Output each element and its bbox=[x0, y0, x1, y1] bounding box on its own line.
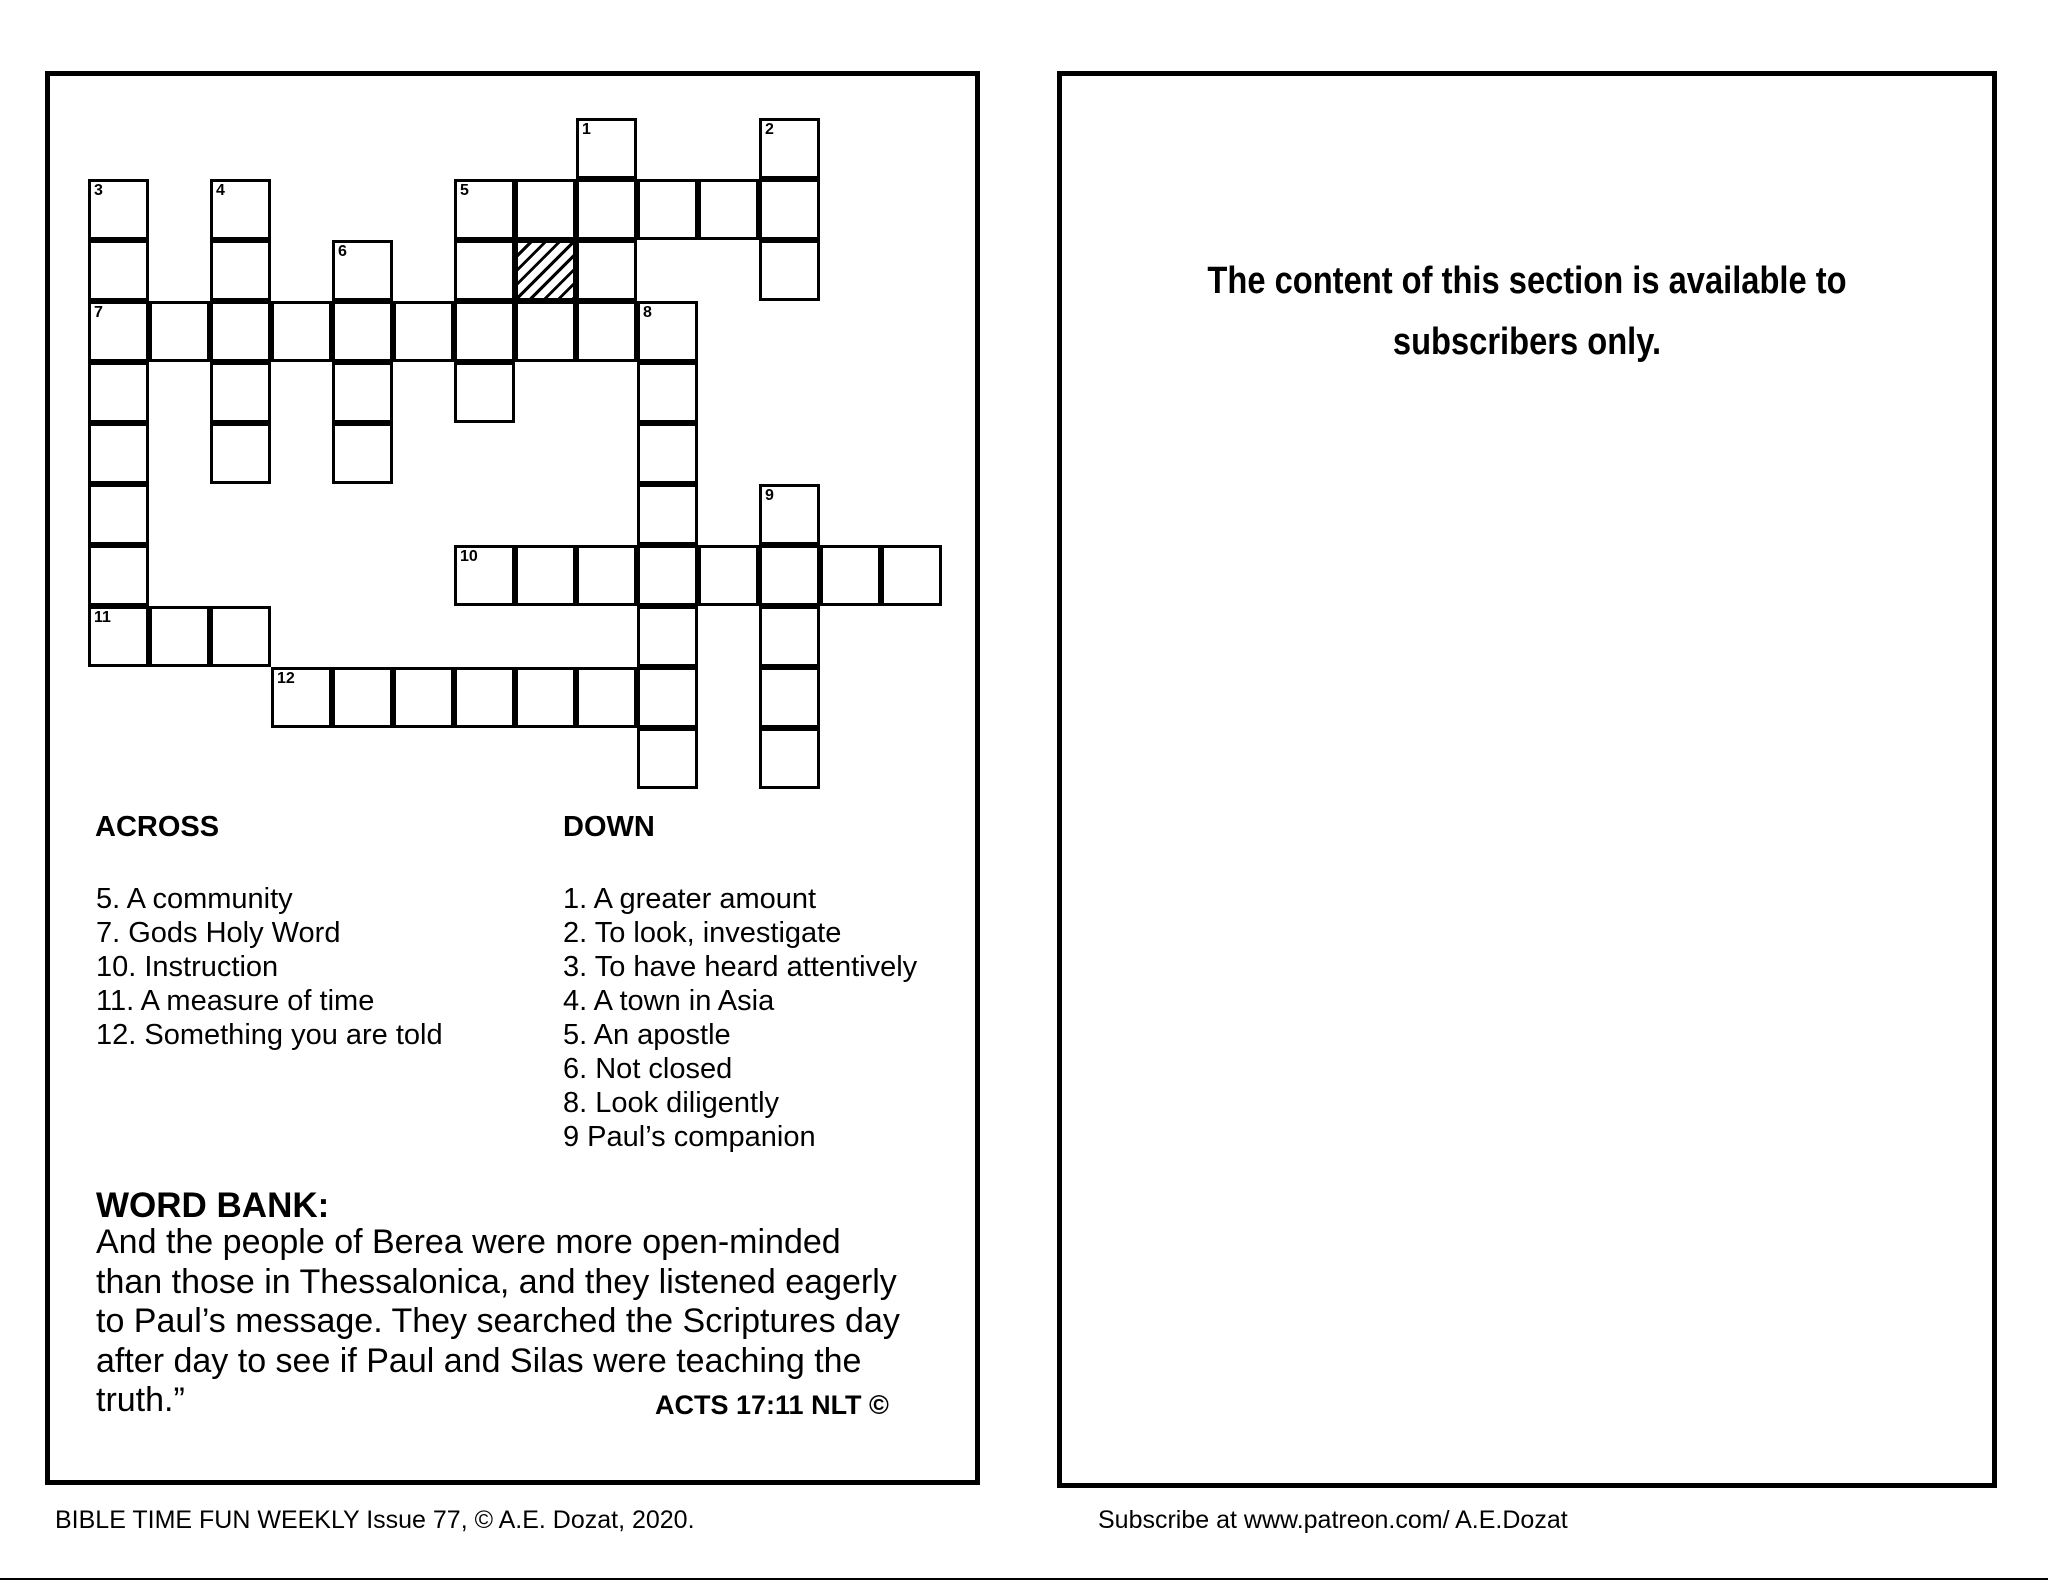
crossword-cell[interactable] bbox=[637, 606, 698, 667]
crossword-cell[interactable] bbox=[576, 667, 637, 728]
crossword-cell[interactable] bbox=[271, 667, 332, 728]
crossword-cell[interactable] bbox=[515, 301, 576, 362]
crossword-cell[interactable] bbox=[759, 545, 820, 606]
crossword-cell[interactable] bbox=[149, 301, 210, 362]
crossword-cell[interactable] bbox=[210, 362, 271, 423]
crossword-cell[interactable] bbox=[210, 606, 271, 667]
clue-number: 3 bbox=[94, 182, 103, 199]
crossword-grid bbox=[50, 76, 774, 687]
crossword-cell[interactable] bbox=[332, 301, 393, 362]
crossword-cell[interactable] bbox=[149, 606, 210, 667]
crossword-panel bbox=[45, 71, 980, 1485]
down-clue: 1. A greater amount bbox=[563, 883, 817, 915]
crossword-cell[interactable] bbox=[698, 545, 759, 606]
crossword-cell[interactable] bbox=[637, 484, 698, 545]
crossword-cell[interactable] bbox=[393, 301, 454, 362]
crossword-cell[interactable] bbox=[454, 179, 515, 240]
across-clue: 10. Instruction bbox=[96, 951, 279, 983]
crossword-cell[interactable] bbox=[454, 362, 515, 423]
down-clue: 8. Look diligently bbox=[563, 1087, 780, 1119]
crossword-cell[interactable] bbox=[759, 179, 820, 240]
notice-line-2: subscribers only. bbox=[1392, 321, 1662, 363]
down-clue: 6. Not closed bbox=[563, 1053, 733, 1085]
crossword-cell[interactable] bbox=[759, 667, 820, 728]
crossword-cell[interactable] bbox=[637, 362, 698, 423]
subscriber-panel bbox=[1057, 71, 1997, 1488]
crossword-cell[interactable] bbox=[271, 301, 332, 362]
crossword-cell[interactable] bbox=[88, 301, 149, 362]
crossword-cell[interactable] bbox=[515, 667, 576, 728]
shaded-cell bbox=[515, 240, 576, 301]
crossword-cell[interactable] bbox=[759, 118, 820, 179]
crossword-cell[interactable] bbox=[759, 240, 820, 301]
verse-reference: ACTS 17:11 NLT © bbox=[655, 1390, 889, 1420]
crossword-cell[interactable] bbox=[332, 423, 393, 484]
clue-number: 8 bbox=[643, 304, 652, 321]
crossword-cell[interactable] bbox=[393, 667, 454, 728]
crossword-cell[interactable] bbox=[88, 362, 149, 423]
down-clue: 4. A town in Asia bbox=[563, 985, 775, 1017]
crossword-cell[interactable] bbox=[698, 179, 759, 240]
crossword-cell[interactable] bbox=[454, 301, 515, 362]
crossword-cell[interactable] bbox=[637, 301, 698, 362]
copyright-footer: BIBLE TIME FUN WEEKLY Issue 77, © A.E. Dozat, 2020. bbox=[55, 1506, 695, 1534]
down-clue: 9 Paul’s companion bbox=[563, 1121, 816, 1153]
down-clue: 2. To look, investigate bbox=[563, 917, 842, 949]
bottom-divider bbox=[0, 1578, 2048, 1580]
across-clue: 12. Something you are told bbox=[96, 1019, 443, 1051]
crossword-cell[interactable] bbox=[576, 179, 637, 240]
crossword-cell[interactable] bbox=[637, 545, 698, 606]
across-clues bbox=[96, 882, 443, 1052]
across-clue: 7. Gods Holy Word bbox=[96, 917, 341, 949]
crossword-cell[interactable] bbox=[332, 240, 393, 301]
crossword-cell[interactable] bbox=[576, 545, 637, 606]
word-bank-verse: And the people of Berea were more open-minded than those in Thessalonica, and they listened eagerly to Paul’s message. They searched the Scriptures day after day to see if Paul and Silas were teaching the truth.” bbox=[96, 1223, 900, 1419]
word-bank-heading: WORD BANK: bbox=[96, 1186, 330, 1225]
crossword-cell[interactable] bbox=[332, 667, 393, 728]
crossword-cell[interactable] bbox=[637, 728, 698, 789]
down-clue: 3. To have heard attentively bbox=[563, 951, 918, 983]
crossword-cell[interactable] bbox=[88, 606, 149, 667]
crossword-cell[interactable] bbox=[454, 667, 515, 728]
crossword-cell[interactable] bbox=[454, 545, 515, 606]
down-clues bbox=[563, 882, 917, 1154]
crossword-cell[interactable] bbox=[637, 179, 698, 240]
crossword-cell[interactable] bbox=[881, 545, 942, 606]
crossword-cell[interactable] bbox=[637, 667, 698, 728]
across-clue: 11. A measure of time bbox=[96, 985, 375, 1017]
crossword-cell[interactable] bbox=[332, 362, 393, 423]
crossword-cell[interactable] bbox=[210, 240, 271, 301]
down-heading: DOWN bbox=[563, 811, 655, 843]
clue-number: 5 bbox=[460, 182, 469, 199]
clue-number: 12 bbox=[277, 670, 295, 687]
clue-number: 7 bbox=[94, 304, 103, 321]
crossword-cell[interactable] bbox=[759, 728, 820, 789]
clue-number: 11 bbox=[94, 609, 111, 626]
across-heading: ACROSS bbox=[95, 811, 220, 843]
crossword-cell[interactable] bbox=[210, 423, 271, 484]
crossword-cell[interactable] bbox=[759, 484, 820, 545]
crossword-cell[interactable] bbox=[88, 484, 149, 545]
crossword-cell[interactable] bbox=[576, 118, 637, 179]
clue-number: 1 bbox=[582, 121, 591, 138]
crossword-cell[interactable] bbox=[210, 179, 271, 240]
crossword-cell[interactable] bbox=[576, 301, 637, 362]
clue-number: 9 bbox=[765, 487, 774, 504]
crossword-cell[interactable] bbox=[88, 179, 149, 240]
crossword-cell[interactable] bbox=[88, 545, 149, 606]
crossword-cell[interactable] bbox=[210, 301, 271, 362]
crossword-cell[interactable] bbox=[637, 423, 698, 484]
crossword-cell[interactable] bbox=[820, 545, 881, 606]
crossword-cell[interactable] bbox=[88, 240, 149, 301]
clue-number: 2 bbox=[765, 121, 774, 138]
clue-number: 10 bbox=[460, 548, 478, 565]
crossword-cell[interactable] bbox=[759, 606, 820, 667]
down-clue: 5. An apostle bbox=[563, 1019, 731, 1051]
subscribe-footer: Subscribe at www.patreon.com/ A.E.Dozat bbox=[1098, 1506, 1568, 1534]
crossword-cell[interactable] bbox=[88, 423, 149, 484]
notice-line-1: The content of this section is available to bbox=[1207, 260, 1847, 302]
subscribers-only-notice bbox=[1127, 251, 1927, 373]
crossword-cell[interactable] bbox=[515, 545, 576, 606]
across-clue: 5. A community bbox=[96, 883, 293, 915]
clue-number: 6 bbox=[338, 243, 347, 260]
crossword-cell[interactable] bbox=[515, 179, 576, 240]
crossword-cell[interactable] bbox=[454, 240, 515, 301]
crossword-cell[interactable] bbox=[576, 240, 637, 301]
clue-number: 4 bbox=[216, 182, 225, 199]
